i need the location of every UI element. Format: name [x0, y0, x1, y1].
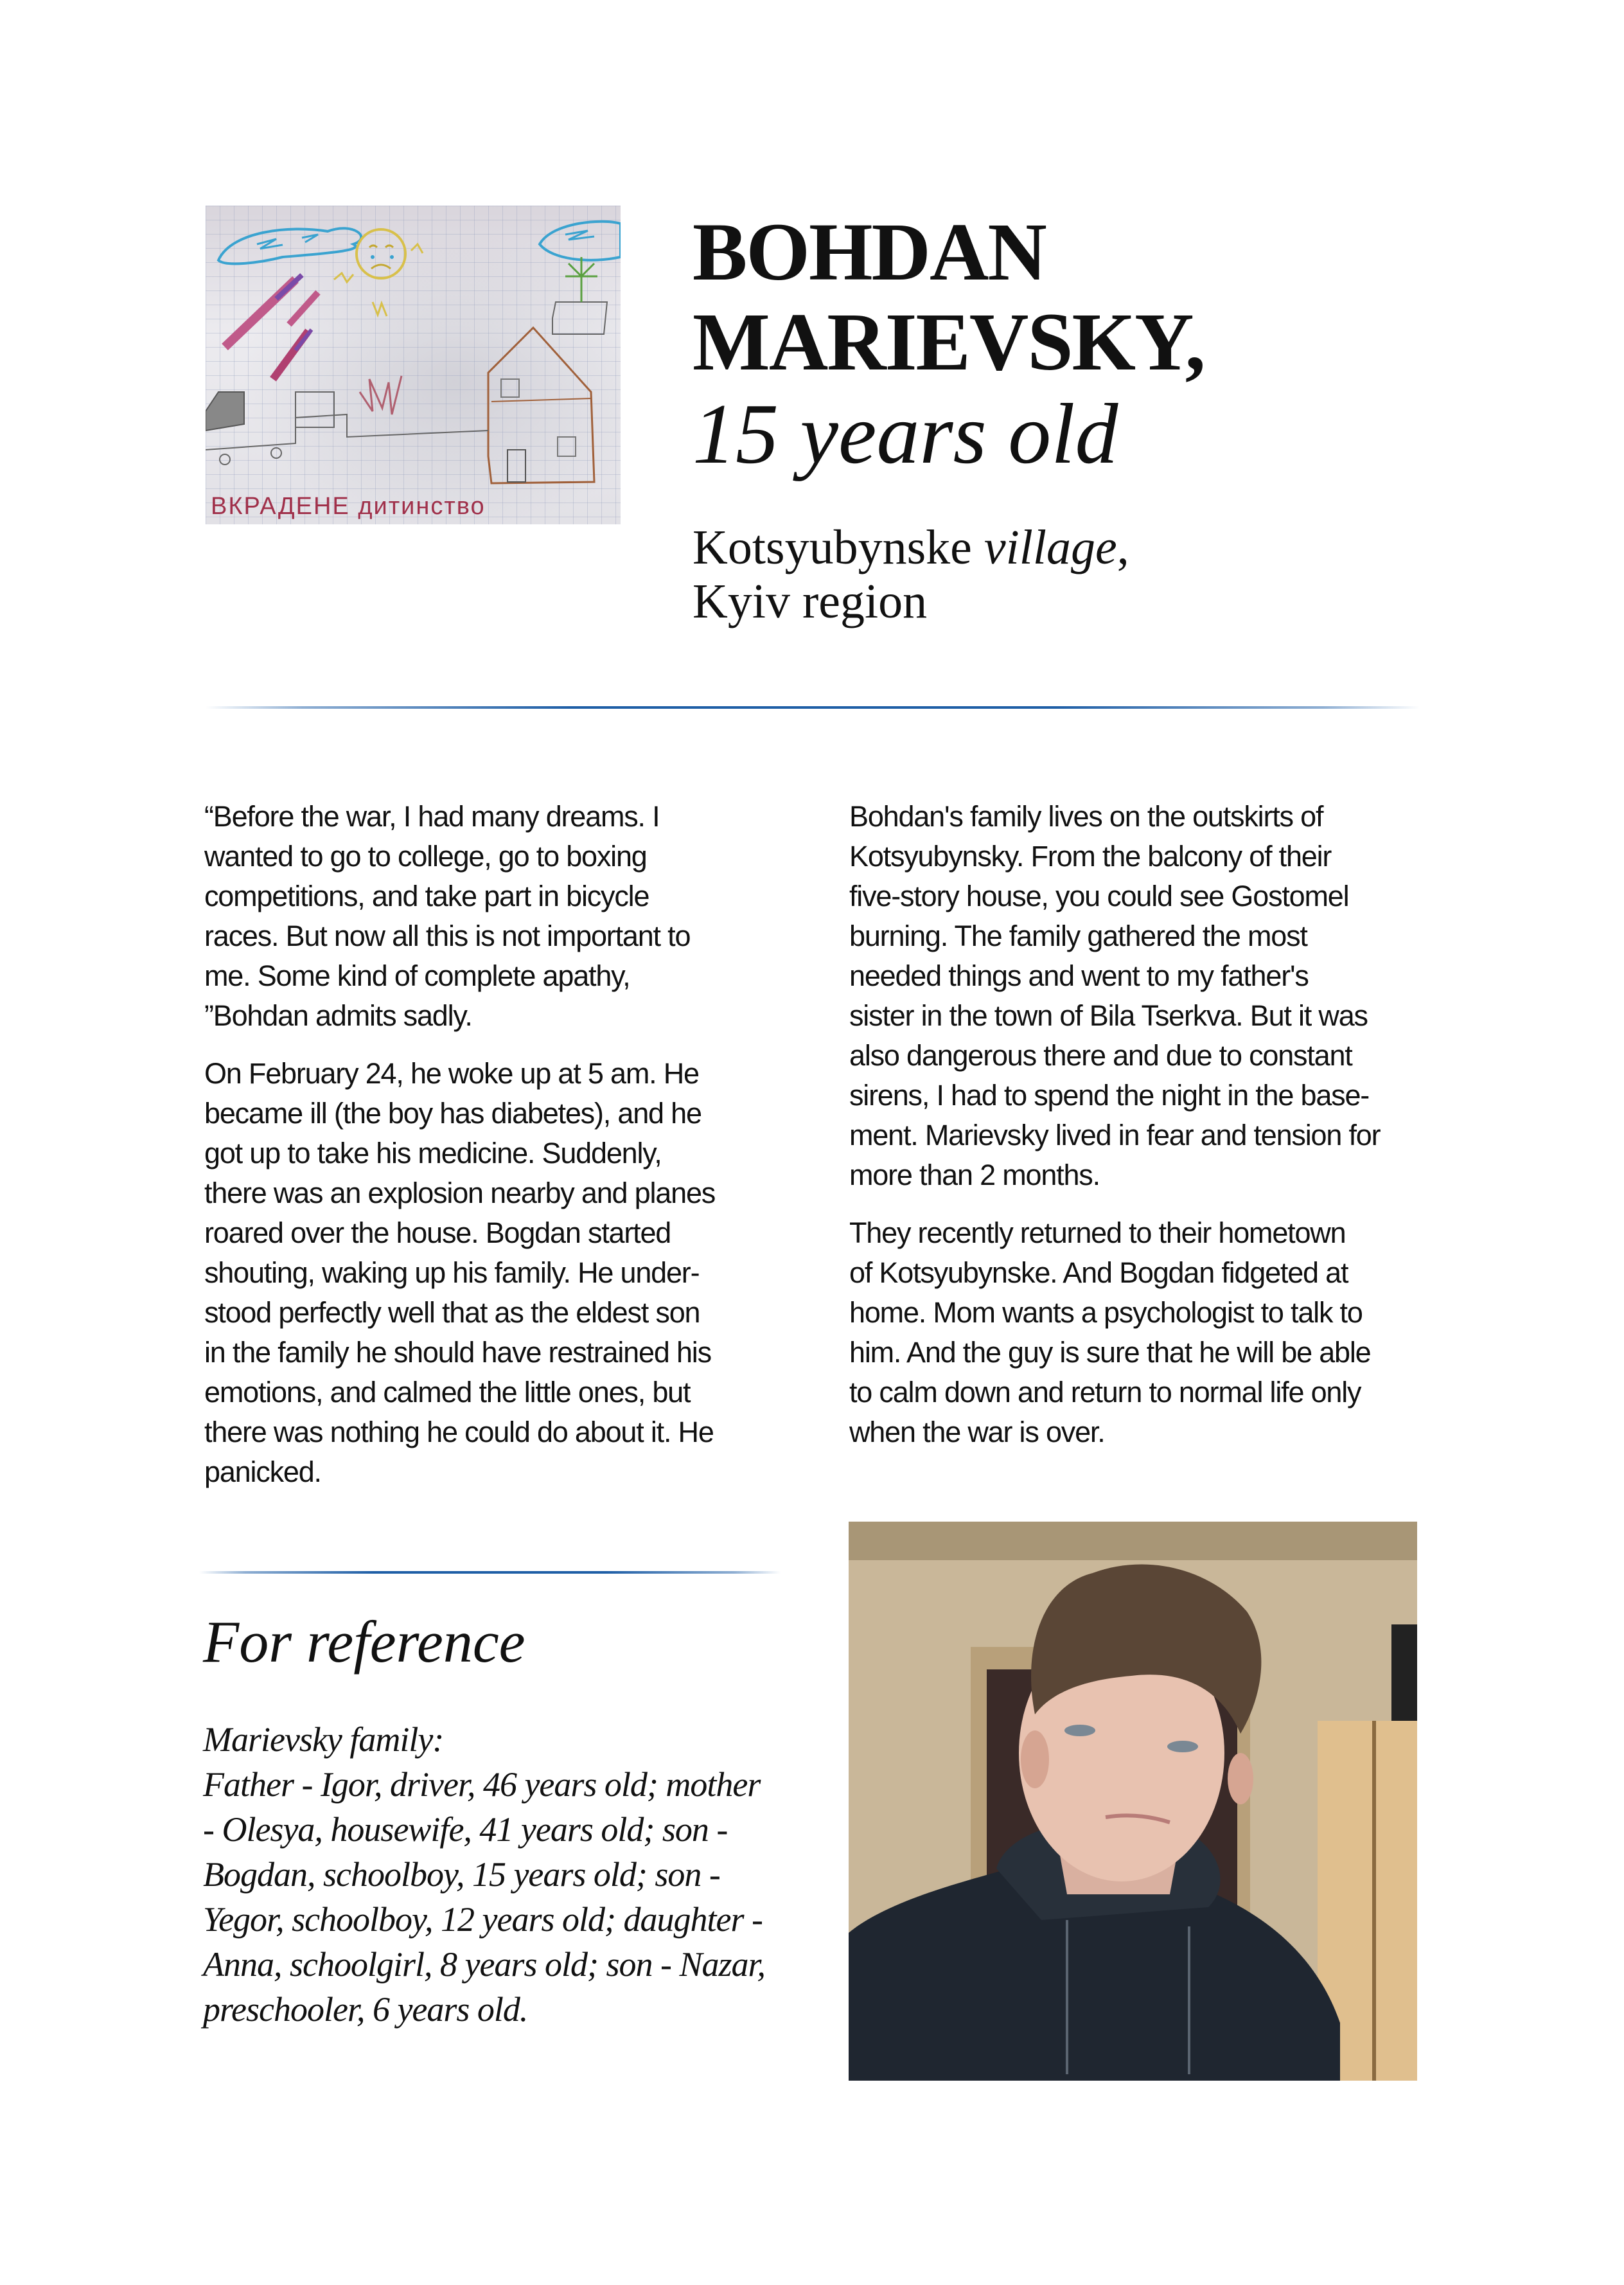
location-line-1 [693, 520, 1431, 574]
divider-top [206, 706, 1420, 709]
location-region: Kyiv region [693, 574, 928, 628]
text-line: ment. Marievsky lived in fear and tension for [849, 1119, 1381, 1151]
text-line: me. Some kind of complete apathy, [204, 959, 630, 992]
text-line: “Before the war, I had many dreams. I [204, 800, 660, 833]
text-line: five-story house, you could see Gostomel [849, 880, 1349, 912]
text-line: ”Bohdan admits sadly. [204, 999, 472, 1032]
family-paragraph [849, 797, 1466, 1195]
article-title [693, 207, 1528, 481]
text-line: became ill (the boy has diabetes), and he [204, 1097, 702, 1130]
text-line: to calm down and return to normal life only [849, 1376, 1361, 1409]
text-line: there was an explosion nearby and planes [204, 1177, 716, 1209]
text-line: panicked. [204, 1455, 321, 1488]
text-line: Bohdan's family lives on the outskirts of [849, 800, 1323, 833]
reference-line: Anna, schoolgirl, 8 years old; son - Nazar, [203, 1945, 765, 1984]
text-line: sirens, I had to spend the night in the base- [849, 1079, 1370, 1112]
reference-body [203, 1717, 829, 2032]
text-line: him. And the guy is sure that he will be able [849, 1336, 1371, 1369]
text-line: burning. The family gathered the most [849, 920, 1307, 952]
text-line: Kotsyubynsky. From the balcony of their [849, 840, 1332, 873]
text-line: wanted to go to college, go to boxing [204, 840, 647, 873]
left-column [204, 797, 821, 1492]
age-subtitle: 15 years old [693, 386, 1118, 481]
right-column [849, 797, 1466, 1452]
text-line: stood perfectly well that as the eldest son [204, 1296, 700, 1329]
text-line: emotions, and calmed the little ones, but [204, 1376, 691, 1409]
location-place: Kotsyubynske [693, 520, 972, 574]
text-line: races. But now all this is not important to [204, 920, 691, 952]
reference-line: - Olesya, housewife, 41 years old; son - [203, 1810, 728, 1849]
text-line: They recently returned to their hometown [849, 1216, 1346, 1249]
story-paragraph [204, 1054, 821, 1492]
text-line: shouting, waking up his family. He under- [204, 1256, 700, 1289]
return-paragraph [849, 1213, 1466, 1452]
text-line: also dangerous there and due to constant [849, 1039, 1352, 1072]
location-type: village [984, 520, 1117, 574]
text-line: got up to take his medicine. Suddenly, [204, 1137, 662, 1169]
text-line: On February 24, he woke up at 5 am. He [204, 1057, 699, 1090]
name-first: BOHDAN [693, 206, 1046, 298]
text-line: there was nothing he could do about it. He [204, 1416, 714, 1448]
quote-paragraph [204, 797, 821, 1036]
location [693, 520, 1431, 628]
text-line: when the war is over. [849, 1416, 1105, 1448]
text-line: competitions, and take part in bicycle [204, 880, 649, 912]
text-line: roared over the house. Bogdan started [204, 1216, 671, 1249]
reference-line: Yegor, schoolboy, 12 years old; daughter - [203, 1900, 763, 1939]
drawing-illustration [206, 206, 621, 524]
text-line: needed things and went to my father's [849, 959, 1309, 992]
portrait-illustration [849, 1522, 1417, 2081]
text-line: in the family he should have restrained his [204, 1336, 711, 1369]
text-line: of Kotsyubynske. And Bogdan fidgeted at [849, 1256, 1348, 1289]
reference-heading: For reference [203, 1609, 525, 1675]
reference-line: Father - Igor, driver, 46 years old; mother [203, 1765, 761, 1804]
text-line: more than 2 months. [849, 1159, 1100, 1191]
reference-line: preschooler, 6 years old. [203, 1990, 528, 2029]
location-comma: , [1116, 520, 1129, 574]
text-line: sister in the town of Bila Tserkva. But it was [849, 999, 1368, 1032]
divider-reference [199, 1571, 781, 1574]
portrait-photo [849, 1522, 1417, 2081]
drawing-caption: ВКРАДЕНЕ дитинство [211, 493, 486, 520]
name-last: MARIEVSKY, [693, 296, 1205, 387]
child-drawing-image [206, 206, 621, 524]
text-line: home. Mom wants a psychologist to talk to [849, 1296, 1363, 1329]
reference-line: Bogdan, schoolboy, 15 years old; son - [203, 1855, 720, 1894]
reference-line: Marievsky family: [203, 1720, 444, 1759]
